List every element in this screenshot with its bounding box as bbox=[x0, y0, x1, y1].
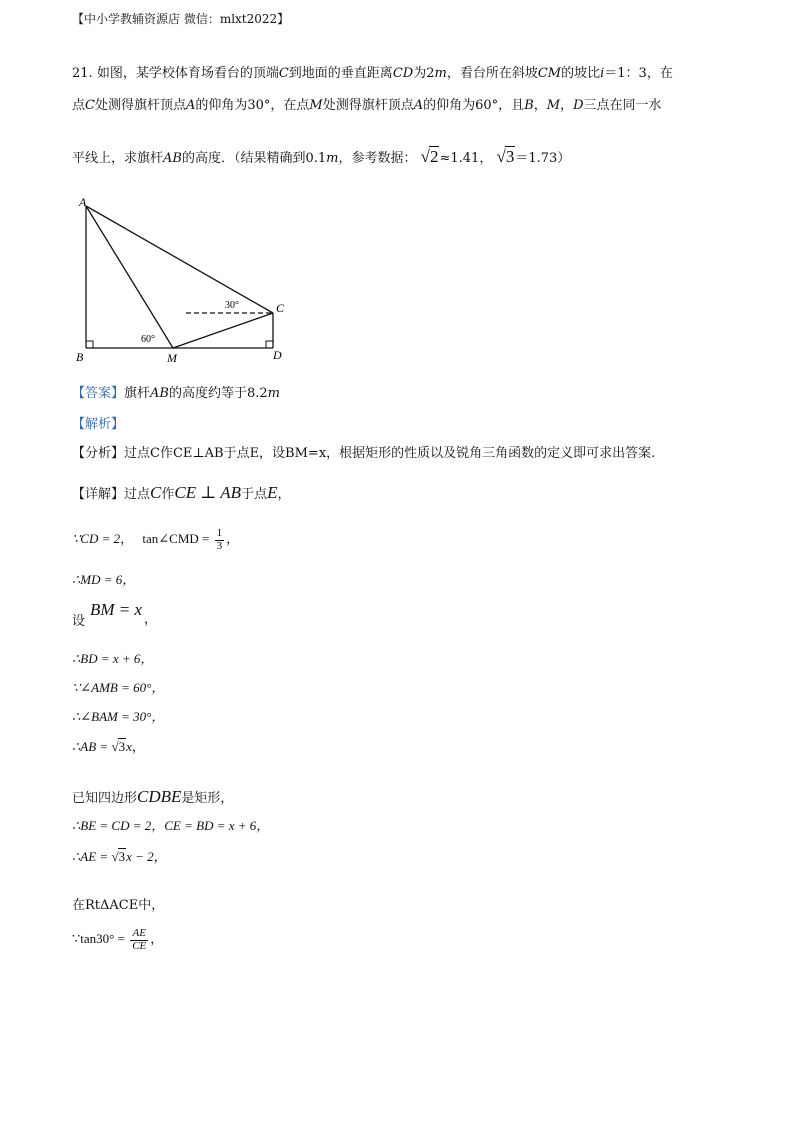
sqrt-3: √3 bbox=[496, 147, 515, 166]
step-5: ∵∠AMB = 60°， bbox=[72, 680, 165, 695]
sqrt-2: √2 bbox=[420, 147, 439, 166]
problem-line-1: 21. 如图，某学校体育场看台的顶端C到地面的垂直距离CD为2m，看台所在斜坡CM的坡比i＝1：3，在 bbox=[72, 66, 673, 81]
segment-mc bbox=[173, 313, 273, 348]
label-m: M bbox=[167, 351, 177, 365]
angle-30-label: 30° bbox=[225, 300, 239, 311]
fenxi-tag: 【分析】 bbox=[72, 446, 125, 461]
right-angle-b bbox=[86, 341, 93, 348]
label-b: B bbox=[76, 350, 84, 364]
step-10: ∴AE = √3x − 2， bbox=[72, 849, 167, 864]
angle-60-label: 60° bbox=[141, 334, 155, 345]
step-4: ∴BD = x + 6， bbox=[72, 651, 154, 666]
fenxi-line: 【分析】过点C作CE⊥AB于点E，设BM=x，根据矩形的性质以及锐角三角函数的定义即可求出答案. bbox=[72, 446, 656, 461]
label-c: C bbox=[276, 301, 285, 315]
geometry-figure bbox=[70, 190, 300, 370]
analysis-tag: 【解析】 bbox=[72, 417, 125, 432]
step-7: ∴AB = √3x， bbox=[72, 739, 145, 754]
header-text: 【中小学教辅资源店 微信：mlxt2022】 bbox=[72, 12, 290, 26]
label-a: A bbox=[79, 195, 87, 209]
label-d: D bbox=[273, 348, 282, 362]
problem-line-2: 点C处测得旗杆顶点A的仰角为30°，在点M处测得旗杆顶点A的仰角为60°，且B，M，D三点在同一水 bbox=[72, 98, 662, 113]
sqrt-3-step7: √3 bbox=[111, 739, 126, 754]
segment-am bbox=[86, 206, 173, 348]
sqrt-3-step10: √3 bbox=[111, 849, 126, 864]
problem-number: 21. bbox=[72, 66, 93, 81]
step-1: ∵CD = 2， tan∠CMD = $\frac{1}{3}$ ， bbox=[72, 527, 240, 552]
right-angle-d bbox=[266, 341, 273, 348]
segment-ac bbox=[86, 206, 273, 313]
step-12: ∵tan30° = $\frac{AE}{CE}$ ， bbox=[72, 927, 164, 952]
answer-line: 【答案】旗杆AB的高度约等于8.2m bbox=[72, 386, 280, 401]
answer-tag: 【答案】 bbox=[72, 386, 125, 401]
step-8: 已知四边形CDBE是矩形， bbox=[72, 787, 234, 806]
step-11: 在RtΔACE中， bbox=[72, 898, 165, 913]
fraction-ae-ce: $\frac{AE}{CE}$ bbox=[132, 927, 147, 952]
fraction-one-third: $\frac{1}{3}$ bbox=[216, 527, 223, 552]
problem-line-3: 平线上，求旗杆AB的高度．（结果精确到0.1m，参考数据： √2≈1.41， √3＝1.73） bbox=[72, 147, 571, 166]
step-6: ∴∠BAM = 30°， bbox=[72, 709, 165, 724]
detail-tag: 【详解】 bbox=[72, 487, 125, 502]
step-9: ∴BE = CD = 2，CE = BD = x + 6， bbox=[72, 818, 270, 833]
step-2: ∴MD = 6， bbox=[72, 572, 136, 587]
detail-line: 【详解】过点C作CE ⊥ AB于点E， bbox=[72, 483, 291, 502]
